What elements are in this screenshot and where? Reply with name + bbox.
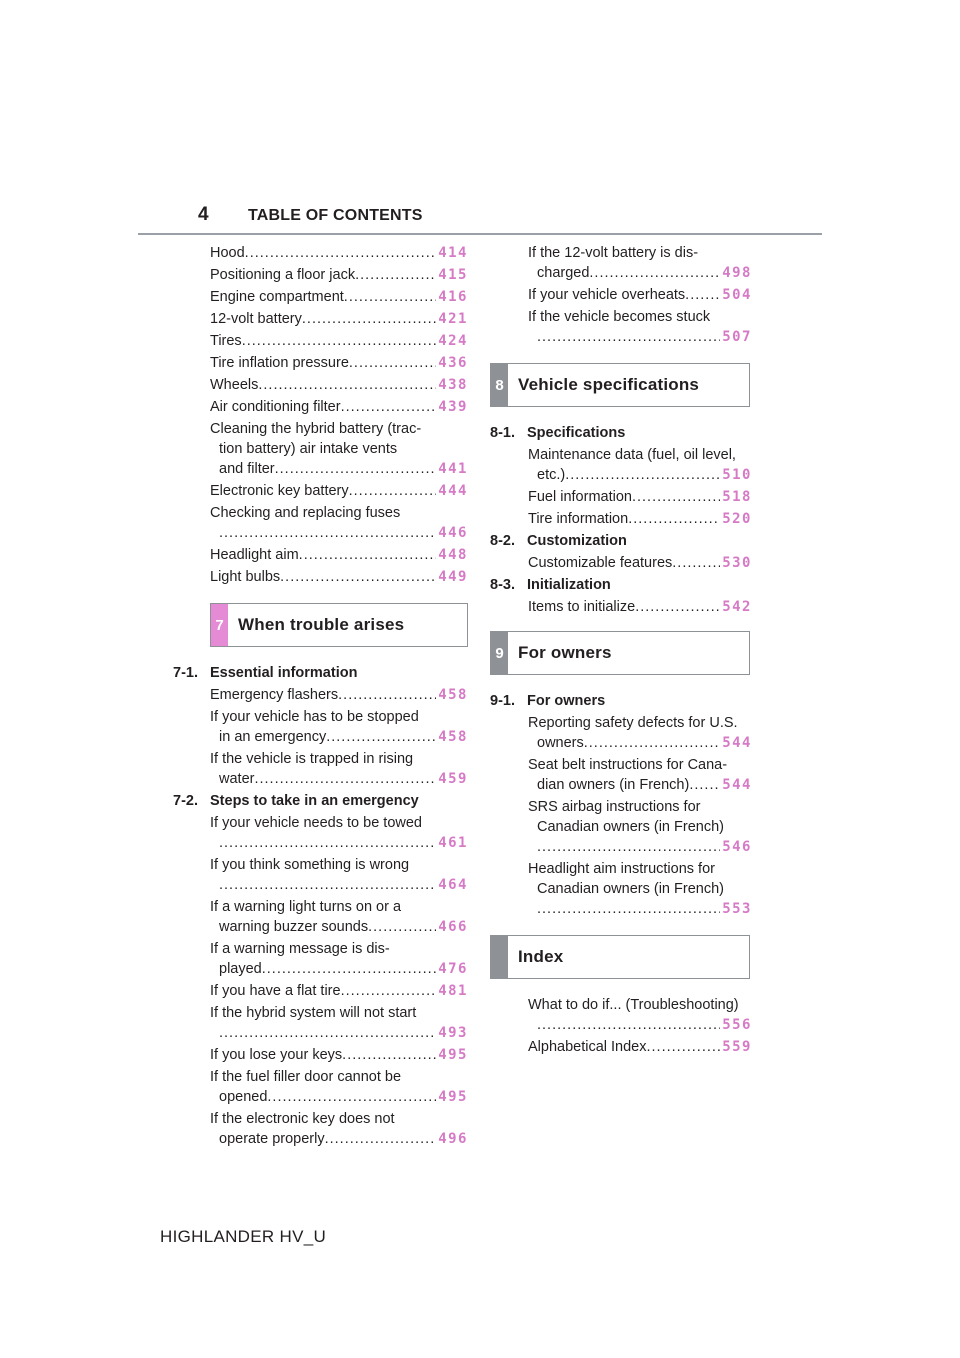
- entry-line: [210, 685, 468, 705]
- entry-text: Checking and replacing fuses: [210, 505, 401, 521]
- leader-dots: [219, 875, 436, 895]
- entry-text: Light bulbs: [210, 569, 281, 585]
- entry-line: [210, 959, 468, 979]
- toc-entry[interactable]: [210, 243, 468, 263]
- page-ref[interactable]: 559: [722, 1039, 752, 1055]
- toc-entry[interactable]: [210, 981, 468, 1001]
- page-ref[interactable]: 520: [722, 511, 752, 527]
- toc-entry[interactable]: [210, 353, 468, 373]
- page-ref[interactable]: 556: [722, 1017, 752, 1033]
- entry-text: Tire information: [528, 511, 629, 527]
- entry-text: etc.): [537, 467, 566, 483]
- toc-entry[interactable]: [210, 707, 468, 747]
- page-ref[interactable]: 439: [438, 399, 468, 415]
- leader-dots: [672, 553, 720, 573]
- page-ref[interactable]: 459: [438, 771, 468, 787]
- section-9-1-head: [490, 691, 752, 711]
- chapter-index-box[interactable]: [490, 935, 750, 979]
- entry-text: Engine compartment: [210, 289, 344, 305]
- section-number: 8-1.: [490, 425, 515, 441]
- toc-entry[interactable]: [210, 331, 468, 351]
- section-number: 7-2.: [173, 793, 198, 809]
- leader-dots: [338, 685, 436, 705]
- entry-line: [528, 465, 752, 485]
- toc-entry[interactable]: [528, 597, 752, 617]
- leader-dots: [299, 545, 437, 565]
- entry-line: [210, 939, 468, 959]
- entry-line: [210, 287, 468, 307]
- entry-line: [210, 981, 468, 1001]
- page-ref[interactable]: 461: [438, 835, 468, 851]
- leader-dots: [258, 375, 436, 395]
- toc-entry[interactable]: [528, 307, 752, 347]
- section-8-1-head: [490, 423, 752, 443]
- toc-entry[interactable]: [210, 287, 468, 307]
- entry-text: dian owners (in French): [537, 777, 690, 793]
- entry-text: Tire inflation pressure: [210, 355, 349, 371]
- section-7-2-head: [173, 791, 468, 811]
- toc-entry[interactable]: [528, 553, 752, 573]
- section-7-2-entries: [210, 813, 468, 1149]
- chapter-index-tab: [491, 936, 508, 978]
- entry-text: opened: [219, 1089, 268, 1105]
- leader-dots: [565, 465, 720, 485]
- leader-dots: [537, 1015, 720, 1035]
- entry-text: If the vehicle is trapped in rising: [210, 751, 414, 767]
- entry-line: [528, 995, 752, 1015]
- entry-line: [210, 833, 468, 853]
- entry-line: [528, 307, 752, 327]
- entry-line: [210, 1087, 468, 1107]
- leader-dots: [537, 837, 720, 857]
- entry-line: [210, 265, 468, 285]
- toc-entry[interactable]: [210, 685, 468, 705]
- toc-entry[interactable]: [528, 509, 752, 529]
- toc-entry[interactable]: [210, 503, 468, 543]
- page-ref[interactable]: 546: [722, 839, 752, 855]
- section-number: 7-1.: [173, 665, 198, 681]
- toc-entry[interactable]: [210, 481, 468, 501]
- page-ref[interactable]: 446: [438, 525, 468, 541]
- entry-text: owners: [537, 735, 584, 751]
- entry-line: [210, 813, 468, 833]
- leader-dots: [368, 917, 436, 937]
- leader-dots: [326, 727, 436, 747]
- leader-dots: [584, 733, 720, 753]
- page-ref[interactable]: 553: [722, 901, 752, 917]
- page-ref[interactable]: 493: [438, 1025, 468, 1041]
- page-ref[interactable]: 504: [722, 287, 752, 303]
- leader-dots: [537, 327, 720, 347]
- page-ref[interactable]: 414: [438, 245, 468, 261]
- entry-text: Hood: [210, 245, 245, 261]
- page-ref[interactable]: 496: [438, 1131, 468, 1147]
- entry-line: [528, 775, 752, 795]
- leader-dots: [689, 775, 720, 795]
- section-9-1-entries: [528, 713, 752, 919]
- leader-dots: [245, 243, 437, 263]
- entry-text: If your vehicle has to be stopped: [210, 709, 419, 725]
- section-title: Steps to take in an emergency: [210, 793, 419, 809]
- toc-entry[interactable]: [528, 797, 752, 857]
- toc-entry[interactable]: [528, 243, 752, 283]
- section-8-2-entries: [528, 553, 752, 573]
- entry-line: [210, 545, 468, 565]
- toc-entry[interactable]: [528, 285, 752, 305]
- entry-line: [528, 263, 752, 283]
- entry-line: [210, 439, 468, 459]
- entry-line: [528, 713, 752, 733]
- entry-text: Wheels: [210, 377, 259, 393]
- toc-entry[interactable]: [210, 855, 468, 895]
- toc-entry[interactable]: [210, 897, 468, 937]
- entry-line: [210, 243, 468, 263]
- entry-text: tion battery) air intake vents: [219, 441, 398, 457]
- page-ref[interactable]: 510: [722, 467, 752, 483]
- page-ref[interactable]: 438: [438, 377, 468, 393]
- section-title: Initialization: [527, 577, 611, 593]
- entry-line: [528, 879, 752, 899]
- entry-line: [528, 509, 752, 529]
- entry-line: [210, 707, 468, 727]
- entry-line: [528, 285, 752, 305]
- toc-entry[interactable]: [528, 995, 752, 1035]
- leader-dots: [254, 769, 436, 789]
- entry-line: [210, 897, 468, 917]
- entry-line: [528, 1037, 752, 1057]
- leader-dots: [262, 959, 436, 979]
- header-divider: [138, 233, 822, 235]
- entry-line: [210, 481, 468, 501]
- entry-text: If your vehicle needs to be towed: [210, 815, 422, 831]
- entry-line: [528, 487, 752, 507]
- leader-dots: [349, 481, 437, 501]
- right-column: [490, 243, 752, 1059]
- entry-line: [210, 1003, 468, 1023]
- entry-line: [528, 797, 752, 817]
- entry-line: [210, 503, 468, 523]
- leader-dots: [242, 331, 437, 351]
- chapter-7-tab: 7: [211, 604, 228, 646]
- entry-text: Positioning a floor jack: [210, 267, 356, 283]
- entry-line: [210, 567, 468, 587]
- page-ref[interactable]: 466: [438, 919, 468, 935]
- entry-line: [528, 597, 752, 617]
- section-7-1-entries: [210, 685, 468, 789]
- entry-text: Items to initialize: [528, 599, 636, 615]
- page-ref[interactable]: 481: [438, 983, 468, 999]
- chapter-8-title: Vehicle specifications: [518, 375, 700, 394]
- leader-dots: [355, 265, 436, 285]
- page-ref[interactable]: 449: [438, 569, 468, 585]
- chapter-9-title: For owners: [518, 643, 612, 662]
- toc-entry[interactable]: [528, 445, 752, 485]
- page-ref[interactable]: 441: [438, 461, 468, 477]
- entry-text: charged: [537, 265, 590, 281]
- entry-line: [210, 309, 468, 329]
- entry-text: If the vehicle becomes stuck: [528, 309, 711, 325]
- page-ref[interactable]: 464: [438, 877, 468, 893]
- entry-text: If you have a flat tire: [210, 983, 341, 999]
- leader-dots: [685, 285, 720, 305]
- entry-text: If you lose your keys: [210, 1047, 343, 1063]
- leader-dots: [219, 833, 436, 853]
- entry-text: Reporting safety defects for U.S.: [528, 715, 738, 731]
- toc-entry[interactable]: [210, 813, 468, 853]
- entry-line: [210, 917, 468, 937]
- entry-text: Alphabetical Index: [528, 1039, 647, 1055]
- leader-dots: [275, 459, 437, 479]
- toc-entry[interactable]: [528, 1037, 752, 1057]
- toc-entry[interactable]: [210, 749, 468, 789]
- entry-text: If the electronic key does not: [210, 1111, 395, 1127]
- entry-text: Headlight aim instructions for: [528, 861, 715, 877]
- section-number: 9-1.: [490, 693, 515, 709]
- entry-line: [528, 327, 752, 347]
- entry-line: [528, 1015, 752, 1035]
- entry-text: Emergency flashers: [210, 687, 339, 703]
- toc-entry[interactable]: [210, 545, 468, 565]
- toc-entry[interactable]: [528, 713, 752, 753]
- entry-text: Electronic key battery: [210, 483, 349, 499]
- entry-line: [528, 733, 752, 753]
- toc-entry[interactable]: [210, 1003, 468, 1043]
- page-title: TABLE OF CONTENTS: [248, 207, 423, 224]
- entry-text: played: [219, 961, 262, 977]
- page-ref[interactable]: 518: [722, 489, 752, 505]
- section-7-1: [173, 663, 468, 683]
- entry-text: Air conditioning filter: [210, 399, 341, 415]
- toc-entry[interactable]: [210, 1045, 468, 1065]
- section-8-1-entries: [528, 445, 752, 529]
- entry-text: Seat belt instructions for Cana-: [528, 757, 728, 773]
- leader-dots: [349, 353, 436, 373]
- chapter-8-box[interactable]: [490, 363, 750, 407]
- entry-line: [528, 859, 752, 879]
- entry-line: [210, 375, 468, 395]
- section-8-2-head: [490, 531, 752, 551]
- chapter-8-tab: 8: [491, 364, 508, 406]
- page-ref[interactable]: 498: [722, 265, 752, 281]
- entry-line: [210, 419, 468, 439]
- toc-entry[interactable]: [210, 265, 468, 285]
- chapter-9-tab: 9: [491, 632, 508, 674]
- index-entries: [528, 995, 752, 1057]
- entry-text: If the 12-volt battery is dis-: [528, 245, 699, 261]
- leader-dots: [628, 509, 720, 529]
- leader-dots: [344, 287, 436, 307]
- entry-text: and filter: [219, 461, 275, 477]
- leader-dots: [341, 981, 437, 1001]
- page-ref[interactable]: 530: [722, 555, 752, 571]
- entry-text: water: [219, 771, 255, 787]
- page-ref[interactable]: 476: [438, 961, 468, 977]
- entry-line: [210, 353, 468, 373]
- footer-model: HIGHLANDER HV_U: [160, 1227, 327, 1246]
- entry-line: [528, 755, 752, 775]
- entry-line: [210, 1129, 468, 1149]
- entry-line: [528, 445, 752, 465]
- entry-line: [210, 459, 468, 479]
- leader-dots: [342, 1045, 436, 1065]
- leader-dots: [267, 1087, 436, 1107]
- entry-text: If your vehicle overheats: [528, 287, 686, 303]
- entry-line: [210, 1109, 468, 1129]
- page-ref[interactable]: 495: [438, 1089, 468, 1105]
- entry-line: [210, 727, 468, 747]
- entry-text: in an emergency: [219, 729, 327, 745]
- entry-text: Cleaning the hybrid battery (trac-: [210, 421, 422, 437]
- chapter-7-box[interactable]: [210, 603, 468, 647]
- toc-entry[interactable]: [210, 309, 468, 329]
- entry-text: operate properly: [219, 1131, 325, 1147]
- entry-line: [528, 243, 752, 263]
- page-ref[interactable]: 444: [438, 483, 468, 499]
- entry-line: [528, 553, 752, 573]
- entry-line: [210, 331, 468, 351]
- entry-text: If a warning light turns on or a: [210, 899, 402, 915]
- entry-text: If a warning message is dis-: [210, 941, 390, 957]
- chapter-9-box[interactable]: [490, 631, 750, 675]
- leader-dots: [219, 1023, 436, 1043]
- page-ref[interactable]: 448: [438, 547, 468, 563]
- toc-entry[interactable]: [210, 567, 468, 587]
- entry-line: [210, 397, 468, 417]
- entry-line: [528, 817, 752, 837]
- leader-dots: [647, 1037, 721, 1057]
- entry-line: [210, 769, 468, 789]
- entry-line: [210, 855, 468, 875]
- entry-line: [210, 749, 468, 769]
- leader-dots: [537, 899, 720, 919]
- entry-text: SRS airbag instructions for: [528, 799, 701, 815]
- leader-dots: [635, 597, 720, 617]
- entry-line: [528, 837, 752, 857]
- entry-text: Tires: [210, 333, 242, 349]
- right-top-entries: [528, 243, 752, 347]
- entry-line: [210, 1045, 468, 1065]
- section-number: 8-2.: [490, 533, 515, 549]
- leader-dots: [341, 397, 437, 417]
- section-8-3-head: [490, 575, 752, 595]
- page-ref[interactable]: 544: [722, 777, 752, 793]
- toc-entry[interactable]: [210, 939, 468, 979]
- page-ref[interactable]: 542: [722, 599, 752, 615]
- section-7-2: [173, 791, 468, 811]
- toc-entry[interactable]: [210, 1067, 468, 1107]
- entry-text: warning buzzer sounds: [219, 919, 369, 935]
- entry-text: Canadian owners (in French): [537, 819, 724, 835]
- page-ref[interactable]: 544: [722, 735, 752, 751]
- section-title: Customization: [527, 533, 627, 549]
- leader-dots: [632, 487, 720, 507]
- section-7-1-head: [173, 663, 468, 683]
- leader-dots: [589, 263, 720, 283]
- entry-text: Customizable features: [528, 555, 673, 571]
- entry-line: [528, 899, 752, 919]
- leader-dots: [280, 567, 436, 587]
- entry-line: [210, 1067, 468, 1087]
- section-number: 8-3.: [490, 577, 515, 593]
- entry-text: 12-volt battery: [210, 311, 302, 327]
- page-ref[interactable]: 415: [438, 267, 468, 283]
- entry-text: Fuel information: [528, 489, 632, 505]
- page-ref[interactable]: 416: [438, 289, 468, 305]
- entry-text: Headlight aim: [210, 547, 299, 563]
- entry-line: [210, 1023, 468, 1043]
- page-ref[interactable]: 424: [438, 333, 468, 349]
- page-ref[interactable]: 421: [438, 311, 468, 327]
- toc-entry[interactable]: [210, 375, 468, 395]
- page-ref[interactable]: 436: [438, 355, 468, 371]
- toc-entry[interactable]: [210, 397, 468, 417]
- leader-dots: [302, 309, 436, 329]
- page-ref[interactable]: 507: [722, 329, 752, 345]
- chapter-index-title: Index: [518, 947, 564, 966]
- entry-text: If you think something is wrong: [210, 857, 410, 873]
- leader-dots: [325, 1129, 437, 1149]
- page-ref[interactable]: 458: [438, 729, 468, 745]
- section-title: Specifications: [527, 425, 626, 441]
- page-ref[interactable]: 458: [438, 687, 468, 703]
- toc-entry[interactable]: [528, 755, 752, 795]
- left-top-entries: [210, 243, 468, 587]
- entry-text: Canadian owners (in French): [537, 881, 724, 897]
- page-number: 4: [198, 204, 209, 225]
- entry-text: If the fuel filler door cannot be: [210, 1069, 402, 1085]
- entry-line: [210, 875, 468, 895]
- chapter-7-title: When trouble arises: [238, 615, 405, 634]
- entry-text: Maintenance data (fuel, oil level,: [528, 447, 736, 463]
- section-title: For owners: [527, 693, 606, 709]
- entry-line: [210, 523, 468, 543]
- toc-entry[interactable]: [210, 419, 468, 479]
- page-ref[interactable]: 495: [438, 1047, 468, 1063]
- section-title: Essential information: [210, 665, 358, 681]
- section-8-3-entries: [528, 597, 752, 617]
- toc-entry[interactable]: [528, 859, 752, 919]
- toc-entry[interactable]: [210, 1109, 468, 1149]
- toc-entry[interactable]: [528, 487, 752, 507]
- entry-text: What to do if... (Troubleshooting): [528, 997, 739, 1013]
- left-column: [173, 243, 468, 1151]
- leader-dots: [219, 523, 436, 543]
- entry-text: If the hybrid system will not start: [210, 1005, 417, 1021]
